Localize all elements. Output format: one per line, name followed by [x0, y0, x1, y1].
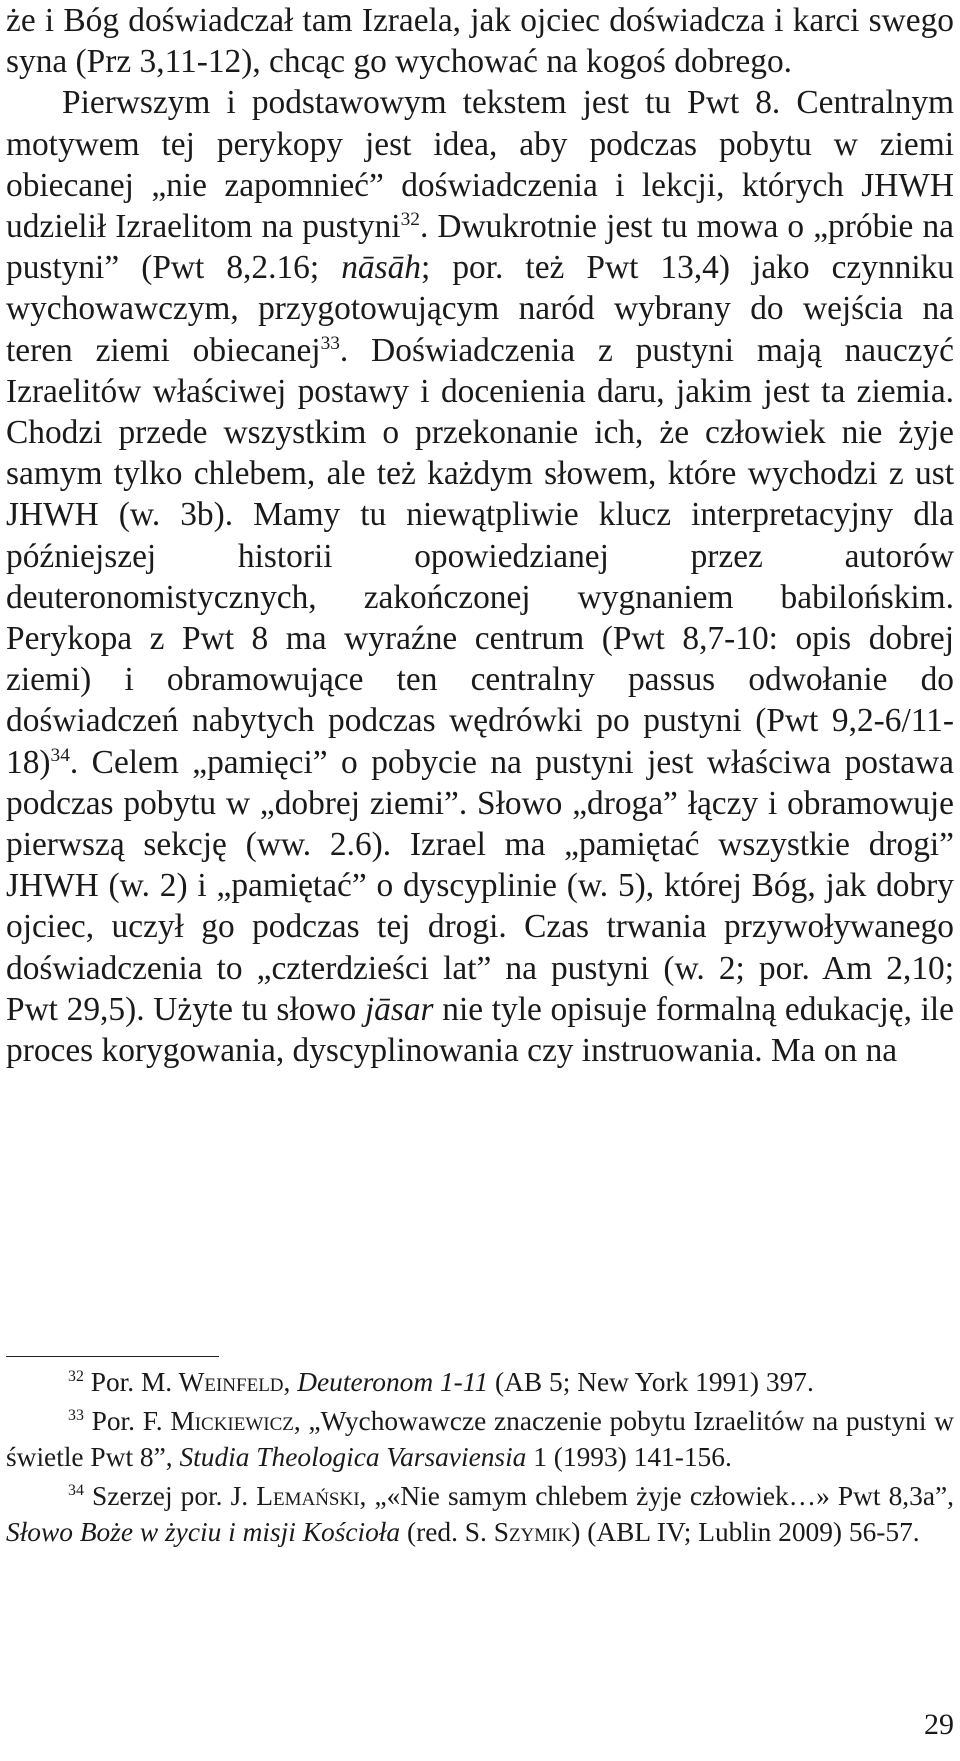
text-run: ; por. też Pwt 13,4) jako czynniku wychowawczym, przygotowującym naród wybrany do wejścia na teren ziemi obiecanej	[6, 249, 954, 369]
editor-name: zymik	[508, 1517, 572, 1548]
footnote-ref-33[interactable]: 33	[320, 332, 340, 354]
text-run: . Celem „pamięci” o pobycie na pustyni jest właściwa postawa podczas pobytu w „dobrej ziemi”. Słowo „droga” łączy i obramowuje pierwszą sekcję (ww. 2.6). Izrael ma „pamiętać wszystkie drogi” JHWH (w. 2) i „pamiętać” o dyscyplinie (w. 5), której Bóg, jak dobry ojciec, uczył go podczas tej drogi. Czas trwania przywoływanego doświadczenia to „czterdzieści lat” na pustyni (w. 2; por. Am 2,10; Pwt 29,5). Użyte tu słowo	[6, 743, 954, 1028]
footnote-number: 33	[68, 1406, 84, 1424]
footnote-33	[6, 1403, 954, 1476]
author-initial: M	[170, 1405, 195, 1436]
editor-initial: S	[493, 1517, 509, 1548]
separator: ,	[359, 1480, 375, 1511]
author-initial: W	[178, 1367, 205, 1397]
author-name: ickiewicz	[194, 1405, 294, 1436]
footnote-separator	[6, 1356, 219, 1357]
separator: ,	[293, 1405, 309, 1436]
footnote-ref-34[interactable]: 34	[50, 744, 70, 766]
document-page	[6, 0, 955, 1741]
text-run: . Doświadczenia z pustyni mają nauczyć Izraelitów właściwej postawy i docenienia daru, jakim jest ta ziemia. Chodzi przede wszystkim o przekonanie ich, że człowiek nie żyje samym tylko chlebem, ale też każdym słowem, które wychodzi z ust JHWH (w. 3b). Mamy tu niewątpliwie klucz interpretacyjny dla późniejszej historii opowiedzianej przez autorów deuteronomistycznych, zakończonej wygnaniem babilońskim. Perykopa z Pwt 8 ma wyraźne centrum (Pwt 8,7-10: opis dobrej ziemi) i obramowujące ten centralny passus odwołanie do doświadczeń nabytych podczas wędrówki po pustyni (Pwt 9,2-6/11-18)	[6, 331, 954, 781]
text-run: . Dwukrotnie jest tu mowa o „próbie na pustyni” (Pwt 8,2.16;	[6, 208, 955, 287]
footnote-text: 1 (1993) 141-156.	[526, 1442, 732, 1473]
article-title: „«Nie samym chlebem żyje człowiek…» Pwt 8,3a”,	[374, 1480, 954, 1511]
footnote-ref-32[interactable]: 32	[400, 209, 420, 231]
footnote-text: (red. S.	[400, 1517, 494, 1548]
hebrew-term-nasah: nāsāh	[341, 249, 421, 287]
text-run: Pierwszym i podstawowym tekstem jest tu Pwt 8. Centralnym motywem tej perykopy jest idea, aby podczas pobytu w ziemi obiecanej „nie zapomnieć” doświadczenia i lekcji, których JHWH udzielił Izraelitom na pustyni	[6, 84, 954, 246]
footnote-text: Szerzej por. J.	[83, 1480, 257, 1511]
footnote-text: Por. M.	[83, 1367, 179, 1397]
main-text	[6, 0, 954, 1071]
footnote-text: ) (ABL IV; Lublin 2009) 56-57.	[571, 1517, 920, 1548]
page-number: 29	[924, 1708, 954, 1741]
paragraph-continued: że i Bóg doświadczał tam Izraela, jak ojciec doświadcza i karci swego syna (Prz 3,11-12), chcąc go wychować na kogoś dobrego.	[6, 2, 954, 81]
author-name: einfeld	[204, 1367, 284, 1397]
footnote-text: (AB 5; New York 1991) 397.	[488, 1367, 814, 1397]
footnote-34	[6, 1478, 954, 1551]
footnote-text: Por. F.	[83, 1405, 171, 1436]
footnote-number: 32	[68, 1368, 84, 1386]
article-title: „Wychowawcze znaczenie pobytu Izraelitów na pustyni w świetle Pwt 8”,	[6, 1405, 954, 1473]
paragraph-pwt8	[6, 82, 954, 1071]
text-run: nie tyle opisuje formalną edukację, ile proces korygowania, dyscyplinowania czy instruowania. Ma on na	[6, 990, 955, 1070]
hebrew-term-jasar: jāsar	[364, 990, 434, 1028]
journal-title: Studia Theologica Varsaviensia	[179, 1442, 527, 1473]
footnote-number: 34	[68, 1481, 84, 1499]
author-initial: L	[256, 1480, 273, 1511]
author-name: emański	[272, 1480, 360, 1511]
book-title: Słowo Boże w życiu i misji Kościoła	[6, 1517, 401, 1548]
footnotes	[6, 1364, 954, 1553]
work-title: Deuteronom 1-11	[297, 1367, 489, 1397]
footnote-32	[6, 1364, 954, 1401]
separator: ,	[283, 1367, 298, 1397]
